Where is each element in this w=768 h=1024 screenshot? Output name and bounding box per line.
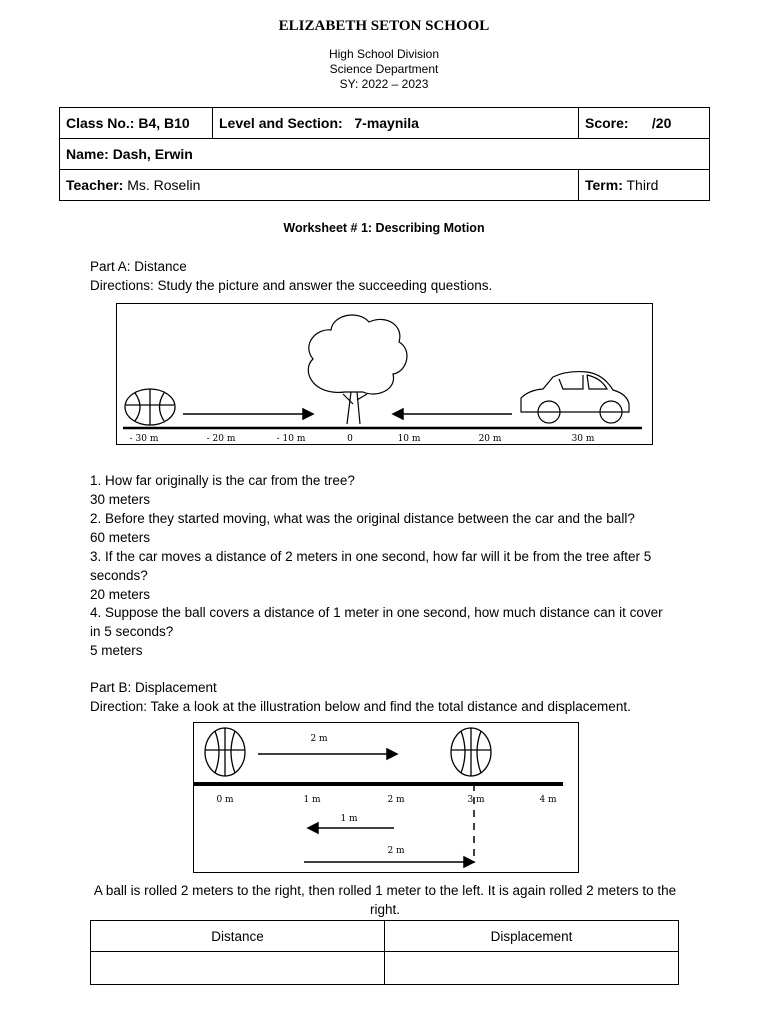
- term-value: Third: [626, 177, 659, 193]
- tick-label: 3 m: [467, 795, 485, 805]
- question-3-cont: seconds?: [90, 568, 148, 583]
- part-b-title: Part B: Displacement: [90, 680, 217, 695]
- label-middle: 1 m: [340, 814, 358, 824]
- label-top: 2 m: [310, 734, 328, 744]
- tick-label: 20 m: [478, 434, 502, 444]
- info-table: [59, 107, 710, 201]
- term-cell: [579, 170, 710, 201]
- part-b-direction: Direction: Take a look at the illustration below and find the total distance and displacement.: [90, 699, 631, 714]
- tick-label: 2 m: [387, 795, 405, 805]
- teacher-value: Ms. Roselin: [127, 177, 201, 193]
- distance-answer-cell[interactable]: [91, 952, 385, 985]
- tick-labels: [130, 434, 595, 444]
- level-value: 7-maynila: [354, 115, 419, 131]
- tick-label: 4 m: [539, 795, 557, 805]
- name-cell: [60, 139, 710, 170]
- question-3: 3. If the car moves a distance of 2 meters in one second, how far will it be from the tree after 5: [90, 549, 652, 564]
- name-value: Dash, Erwin: [112, 146, 193, 162]
- part-a-directions: Directions: Study the picture and answer the succeeding questions.: [90, 278, 493, 293]
- tick-label: 0 m: [216, 795, 234, 805]
- question-4-cont: in 5 seconds?: [90, 624, 174, 639]
- class-label: Class No.:: [66, 115, 135, 131]
- car-icon: [521, 372, 629, 423]
- answer-4: 5 meters: [90, 643, 143, 658]
- displacement-figure: [193, 722, 579, 873]
- score-value: /20: [651, 115, 672, 131]
- tick-label: - 10 m: [276, 434, 306, 444]
- answer-3: 20 meters: [90, 587, 151, 602]
- answer-table: [90, 920, 679, 985]
- level-label: Level and Section:: [219, 115, 343, 131]
- arrow-middle: [308, 823, 394, 833]
- worksheet-title: Worksheet # 1: Describing Motion: [283, 221, 485, 235]
- score-cell: [579, 108, 710, 139]
- tick-label: 30 m: [571, 434, 595, 444]
- question-2: 2. Before they started moving, what was the original distance between the car and the ball?: [90, 511, 635, 526]
- car-arrow: [393, 409, 512, 419]
- ball-arrow: [183, 409, 313, 419]
- tick-label: 10 m: [397, 434, 421, 444]
- tick-label: 1 m: [303, 795, 321, 805]
- displacement-answer-cell[interactable]: [385, 952, 679, 985]
- arrow-top: [258, 749, 397, 759]
- class-cell: [60, 108, 213, 139]
- teacher-label: Teacher:: [66, 177, 124, 193]
- tick-label: 0: [347, 434, 353, 444]
- class-value: B4, B10: [138, 115, 190, 131]
- teacher-cell: [60, 170, 579, 201]
- answer-1: 30 meters: [90, 492, 151, 507]
- question-4: 4. Suppose the ball covers a distance of 1 meter in one second, how much distance can it cover: [90, 605, 663, 620]
- answer-2: 60 meters: [90, 530, 151, 545]
- distance-figure: [116, 303, 653, 445]
- division: High School Division: [328, 47, 440, 61]
- part-a-title: Part A: Distance: [90, 259, 187, 274]
- distance-header: Distance: [91, 921, 385, 952]
- ball-start-icon: [205, 728, 245, 776]
- tree-icon: [308, 315, 407, 424]
- ball-end-icon: [451, 728, 491, 776]
- school-year: SY: 2022 – 2023: [339, 77, 429, 91]
- department: Science Department: [329, 62, 439, 76]
- displacement-header: Displacement: [385, 921, 679, 952]
- level-cell: [213, 108, 579, 139]
- question-1: 1. How far originally is the car from the tree?: [90, 473, 355, 488]
- ball-icon: [125, 389, 175, 425]
- part-b-caption: A ball is rolled 2 meters to the right, then rolled 1 meter to the left. It is again rolled 2 meters to the right.: [93, 883, 677, 917]
- school-name: ELIZABETH SETON SCHOOL: [278, 18, 490, 34]
- tick-label: - 30 m: [129, 434, 159, 444]
- name-label: Name:: [66, 146, 109, 162]
- tick-label: - 20 m: [206, 434, 236, 444]
- term-label: Term:: [585, 177, 623, 193]
- arrow-bottom: [304, 857, 474, 867]
- label-bottom: 2 m: [387, 846, 405, 856]
- tick-labels: [216, 795, 557, 805]
- score-label: Score:: [585, 115, 629, 131]
